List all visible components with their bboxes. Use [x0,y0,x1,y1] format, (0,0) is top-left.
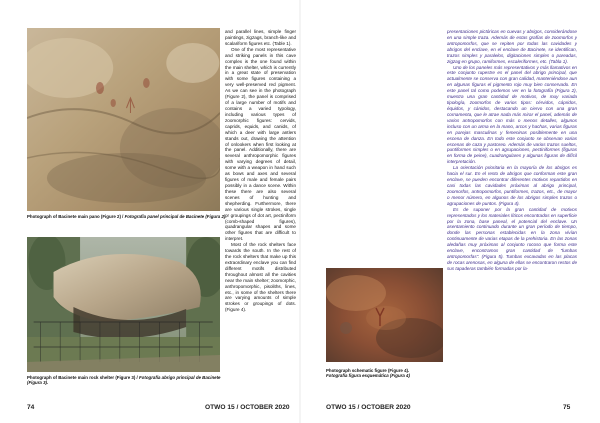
spanish-paragraph-3: La orientación prioritaria en la mayoría de los abrigos es hacia el sur. En el resto de abrigos que conforman este gran enclave, se pueden encontrar diferentes motivos repartidos en casi todas las cavidades próximas al abrigo principal, zoomorfos, antropomorfos, puntiformes, trazos, etc., de mayor o menor número, en algunos de los abrigos simples trazos o agrupaciones de puntos. (Figura 4). [447,165,577,206]
page-number-75: 75 [563,404,571,411]
caption-figure-3 [27,375,227,386]
photo-figure-3-rock-shelter [27,237,220,372]
photo-figure-4-schematic [326,268,443,362]
caption-figure-4-es: Fotografía figura esquemática (Figura 4) [326,373,410,379]
left-page-number [27,404,34,411]
spanish-paragraph-4: Es de suponer por la gran cantidad de motivos representados y los materiales líticos encontrados en superficie por la zona, base paneal, el potencial del enclave. Un asentamiento continuado durante un gran período de tiempo, donde las personas establecidas en la zona vivían continuamente de varias etapas de la prehistoria. En las zonas aledañas muy próximas al conjunto rocoso que forma este enclave, encontramos gran cantidad de "lumbas antropomorfas". (Figura 5). Tumbas excavadas en las placas de rocas arenosas, en alguna de ellas se encontraron restos de sus tapaderas también formadas por la- [447,206,577,271]
caption-separator: / [120,214,125,219]
spanish-text-column [447,29,577,389]
caption-figure-3-es: Fotografía abrigo principal de Bacinete (Figura 3). [27,375,221,386]
issue-date-right: OCTOBER 2020 [361,404,411,411]
photo-figure-2-rock-panel [27,28,220,211]
english-paragraph-2: One of the most representative and striking panels in this cave complex is the one found within the main shelter, which is currently in a great state of preservation with some figures containing a very well-preserved red pigment. As we can see in the photograph (Figure 2), the panel is comprised of a large number of motifs and contains a varied typology, including various types of zoomorphic figures: cervids, caprids, equids, and canids, of which a deer with large antlers stands out, drawing the attention of onlookers when first looking at the panel. Additionally, there are several anthropomorphic figures with varying degrees of detail, some with a weapon in hand such as bows and axes and several figures of male and female pairs possibly in a dance scene. Within these there are also several scenes of hunting and shepherding. Furthermore, there are various single strokes, single or groupings of dot art, pectiniform (comb-shaped figures), quadrangular shapes and some other figures that are difficult to interpret. [225,46,296,242]
page-number-74: 74 [27,404,35,411]
footer-separator-right: / [355,404,362,411]
right-page-number [563,404,570,411]
left-english-column [225,29,296,389]
footer-separator-left: / [234,404,241,411]
caption-separator: / [135,375,139,380]
caption-figure-3-en: Photograph of Bacinete main rock shelter (Figure 3) [27,375,136,380]
spanish-paragraph-2: Uno de los paneles más representativos y más llamativos en este conjunto rupestre es el panel del abrigo principal, que actualmente se conserva con gran calidad, manteniéndose aun en algunas figuras el pigmento rojo muy bien conservado. En este panel tal como podemos ver en la fotografía (Figura 2), muestra una gran cantidad de motivos, de muy variada tipología, zoomorfos de varios tipos: cérvidos, cápridos, équidos, y cánidos, destacando un ciervo con una gran cornamenta, que le atrae nada más mirar el panel, además de varios antropomorfos con más o menos detalles, algunos incluso con un arma en la mano, arcos y hachas, varias figuras en parejas masculinas y femeninas posiblemente en una escena de danza. En todo este conjunto se observan varias escenas de caza y pastoreo. Además de varios trazos sueltos, puntiformes simples o en agrupaciones, pectiniformes (figuras en forma de peine), cuadrangulares y algunas figuras de difícil interpretación. [447,64,577,165]
journal-name-right: OTWO 15 [326,404,356,411]
caption-figure-4 [326,368,444,379]
right-journal-footer [326,404,411,411]
left-journal-footer [205,404,290,411]
english-paragraph-1: and parallel lines, simple finger paintings, zigzags, branch-like and scalariform figures etc. (Table 1). [225,29,296,46]
journal-name-left: OTWO 15 [205,404,235,411]
caption-figure-2-en: Photograph of Bacinete main pano (Figure 2) [27,214,121,219]
caption-figure-2-es: Fotografía panel principal de Bacinete (Figura 2). [124,214,227,219]
page-gutter [299,0,301,423]
caption-figure-2 [27,214,227,219]
caption-figure-4-en: Photograph schematic figure (Figure 4). [326,368,410,373]
issue-date-left: OCTOBER 2020 [240,404,290,411]
spanish-paragraph-1: presentaciones pictóricas en cuevas y abrigos, considerándose en una simple traza. Además de estas grafías de zoomorfos y antropomorfos, que se repiten por todas las cavidades y abrigos del enclave, en el enclave de Bacinete, se identifican, trazos simples y paralelos, digitaciones simples o pareadas, zigzag en grupo, ramiformes, escaleriformes, etc. (Tabla 1). [447,29,577,64]
english-paragraph-3: Most of the rock shelters face towards the south. In the rest of the rock shelters that make up this extraordinary enclave you can find different motifs distributed throughout almost all the cavities near the main shelter; zoomorphic, anthropomorphic, pisoliths, lines, etc., in some of the shelters there are varying amounts of simple strokes or groupings of dots. (Figure 4). [225,242,296,313]
